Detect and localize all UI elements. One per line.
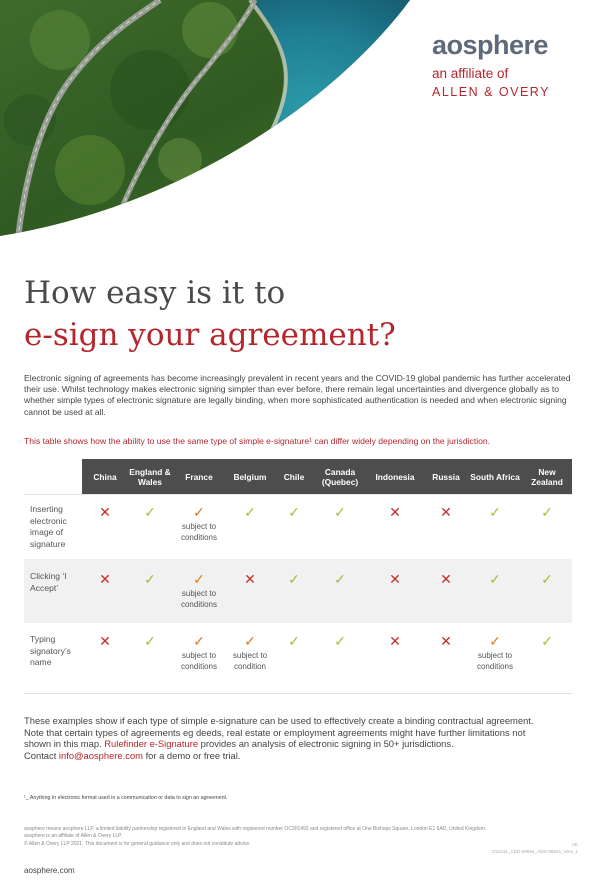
col-header-russia: Russia (432, 471, 460, 482)
legal-line-3: © Allen & Overy LLP 2021. This document is for general guidance only and does not constitute advice. (24, 840, 251, 847)
conditional-check-icon: ✓ (193, 571, 205, 587)
table-cell (174, 633, 224, 672)
cross-icon: ✕ (389, 633, 401, 649)
table-cell (225, 571, 275, 587)
brand-affiliate: an affiliate of (432, 66, 509, 81)
outro-line-4-pre: Contact (24, 749, 59, 761)
cross-icon: ✕ (389, 504, 401, 520)
ref-code: CS2111_CDD-59654_ADD-96521_Vers_1 (491, 848, 578, 854)
table-cell (269, 504, 319, 520)
col-header-england-wales: England & Wales (129, 466, 171, 487)
cross-icon: ✕ (440, 571, 452, 587)
document-reference (492, 842, 578, 855)
table-cell (80, 633, 130, 649)
check-icon: ✓ (144, 571, 156, 587)
check-icon: ✓ (244, 504, 256, 520)
title-line-1: How easy is it to (24, 275, 286, 311)
table-cell (174, 571, 224, 610)
outro-line-1: These examples show if each type of simple e-signature can be used to effectively create a binding contractual agreement. (24, 715, 534, 726)
intro-paragraph: Electronic signing of agreements has become increasingly prevalent in recent years and the COVID-19 global pandemic has further accelerated their use. Whilst technology makes electronic signing simpler than ever before, there remain legal uncertainties and divergence globally as to whether simple types of electronic signature are legally binding, when more sophisticated authentication is needed and when electronic signing cannot be used at all. (24, 373, 571, 417)
check-icon: ✓ (288, 633, 300, 649)
col-header-south-africa: South Africa (470, 471, 520, 482)
legal-line-1: aosphere means aosphere LLP, a limited liability partnership registered in England and Wales with registered number OC301492 and registered office at One Bishops Square, London E1 6AD, United Kingdom. (24, 826, 487, 832)
table-cell (470, 571, 520, 587)
table-header (82, 459, 572, 494)
cross-icon: ✕ (99, 571, 111, 587)
table-cell (125, 504, 175, 520)
table-cell (522, 504, 572, 520)
check-icon: ✓ (489, 571, 501, 587)
table-cell (470, 504, 520, 520)
title-line-2: e-sign your agreement? (24, 317, 396, 353)
table-cell (370, 504, 420, 520)
conditional-check-icon: ✓ (193, 504, 205, 520)
cross-icon: ✕ (244, 571, 256, 587)
page-title (24, 272, 584, 356)
hero-aerial-image (0, 0, 440, 238)
row-label-accept: Clicking ‘I Accept’ (30, 571, 67, 593)
table-cell (470, 633, 520, 672)
col-header-china: China (93, 471, 117, 482)
row-2-background (24, 559, 572, 623)
check-icon: ✓ (288, 504, 300, 520)
table-cell (315, 571, 365, 587)
table-cell (125, 571, 175, 587)
table-cell (225, 633, 275, 672)
col-header-belgium: Belgium (233, 471, 267, 482)
table-cell (125, 633, 175, 649)
check-icon: ✓ (144, 504, 156, 520)
contact-email-link[interactable]: info@aosphere.com (58, 749, 143, 761)
table-lead: This table shows how the ability to use the same type of simple e-signature¹ can differ widely depending on the jurisdiction. (24, 436, 491, 446)
brand-parent: ALLEN & OVERY (432, 85, 550, 99)
outro-paragraph (24, 715, 584, 761)
table-cell (370, 633, 420, 649)
footnote: ¹_ Anything in electronic format used in a communication or data to sign an agreement. (24, 795, 228, 801)
check-icon: ✓ (334, 633, 346, 649)
table-cell (80, 571, 130, 587)
table-cell (315, 504, 365, 520)
condition-note: subject to conditions (180, 589, 218, 609)
check-icon: ✓ (541, 504, 553, 520)
table-cell (421, 504, 471, 520)
check-icon: ✓ (334, 504, 346, 520)
row-label-typing: Typing signatory’s name (30, 634, 71, 668)
outro-line-2: Note that certain types of agreements eg deeds, real estate or employment agreements might have further limitations not (24, 726, 526, 738)
col-header-chile: Chile (283, 471, 305, 482)
check-icon: ✓ (288, 571, 300, 587)
check-icon: ✓ (144, 633, 156, 649)
outro-line-3-pre: shown in this map. (24, 738, 105, 749)
rulefinder-link[interactable]: Rulefinder e-Signature (104, 738, 199, 749)
check-icon: ✓ (489, 504, 501, 520)
condition-note: subject to condition (232, 651, 268, 671)
cross-icon: ✕ (99, 633, 111, 649)
condition-note: subject to conditions (180, 522, 218, 542)
table-cell (269, 633, 319, 649)
check-icon: ✓ (541, 633, 553, 649)
table-cell (315, 633, 365, 649)
cross-icon: ✕ (440, 633, 452, 649)
ref-region: UK (571, 842, 578, 847)
legal-line-2: aosphere is an affiliate of Allen & Overy LLP. (24, 833, 123, 840)
condition-note: subject to conditions (476, 651, 514, 671)
outro-line-4-post: for a demo or free trial. (142, 749, 241, 761)
table-cell (370, 571, 420, 587)
brand-logo (432, 30, 592, 100)
legal-notice (24, 826, 544, 848)
table-cell (225, 504, 275, 520)
brand-name: aosphere (432, 30, 549, 60)
table-cell (522, 633, 572, 649)
outro-line-3-post: provides an analysis of electronic signing in 50+ jurisdictions. (198, 738, 454, 749)
check-icon: ✓ (541, 571, 553, 587)
conditional-check-icon: ✓ (489, 633, 501, 649)
table-cell (421, 571, 471, 587)
table-cell (522, 571, 572, 587)
table-cell (174, 504, 224, 543)
outro-line-4 (24, 750, 584, 762)
outro-line-3 (24, 738, 584, 750)
col-header-canada-quebec: Canada (Quebec) (321, 466, 359, 487)
cross-icon: ✕ (440, 504, 452, 520)
row-label-image: Inserting electronic image of signature (30, 504, 67, 549)
cross-icon: ✕ (389, 571, 401, 587)
col-header-france: France (185, 471, 213, 482)
condition-note: subject to conditions (180, 651, 218, 671)
table-cell (80, 504, 130, 520)
col-header-indonesia: Indonesia (375, 471, 415, 482)
table-cell (269, 571, 319, 587)
check-icon: ✓ (334, 571, 346, 587)
table-cell (421, 633, 471, 649)
website-link[interactable]: aosphere.com (24, 866, 75, 875)
conditional-check-icon: ✓ (193, 633, 205, 649)
col-header-new-zealand: New Zealand (531, 466, 563, 487)
conditional-check-icon: ✓ (244, 633, 256, 649)
cross-icon: ✕ (99, 504, 111, 520)
